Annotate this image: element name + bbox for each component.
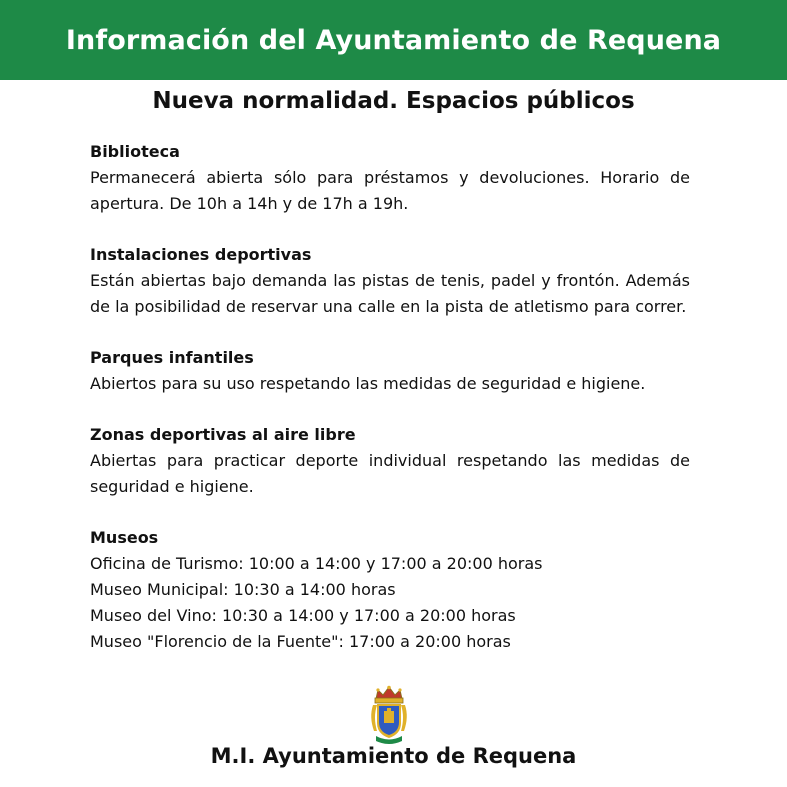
section-body: Permanecerá abierta sólo para préstamos y devoluciones. Horario de apertura. De 10h a 14h y de 17h a 19h. [90, 168, 690, 213]
list-item: Museo Municipal: 10:30 a 14:00 horas [90, 580, 396, 599]
section-title: Instalaciones deportivas [90, 245, 312, 264]
section-body: Están abiertas bajo demanda las pistas de tenis, padel y frontón. Además de la posibilidad de reservar una calle en la pista de atletismo para correr. [90, 271, 690, 316]
section-parques-infantiles [90, 345, 690, 397]
coat-of-arms-icon [368, 685, 410, 745]
header-title: Información del Ayuntamiento de Requena [65, 24, 722, 56]
content [90, 139, 690, 680]
section-body: Abiertos para su uso respetando las medidas de seguridad e higiene. [90, 374, 646, 393]
section-instalaciones-deportivas [90, 242, 690, 320]
section-biblioteca [90, 139, 690, 217]
list-item: Oficina de Turismo: 10:00 a 14:00 y 17:00 a 20:00 horas [90, 554, 543, 573]
page-subtitle: Nueva normalidad. Espacios públicos [152, 88, 635, 114]
footer-title: M.I. Ayuntamiento de Requena [210, 744, 577, 768]
section-body: Abiertas para practicar deporte individual respetando las medidas de seguridad e higiene. [90, 451, 690, 496]
list-item: Museo del Vino: 10:30 a 14:00 y 17:00 a 20:00 horas [90, 606, 516, 625]
header-bar [0, 0, 787, 80]
section-zonas-deportivas [90, 422, 690, 500]
list-item: Museo "Florencio de la Fuente": 17:00 a 20:00 horas [90, 632, 511, 651]
section-title: Museos [90, 528, 159, 547]
section-title: Zonas deportivas al aire libre [90, 425, 356, 444]
section-title: Parques infantiles [90, 348, 254, 367]
section-title: Biblioteca [90, 142, 180, 161]
section-museos [90, 525, 690, 655]
